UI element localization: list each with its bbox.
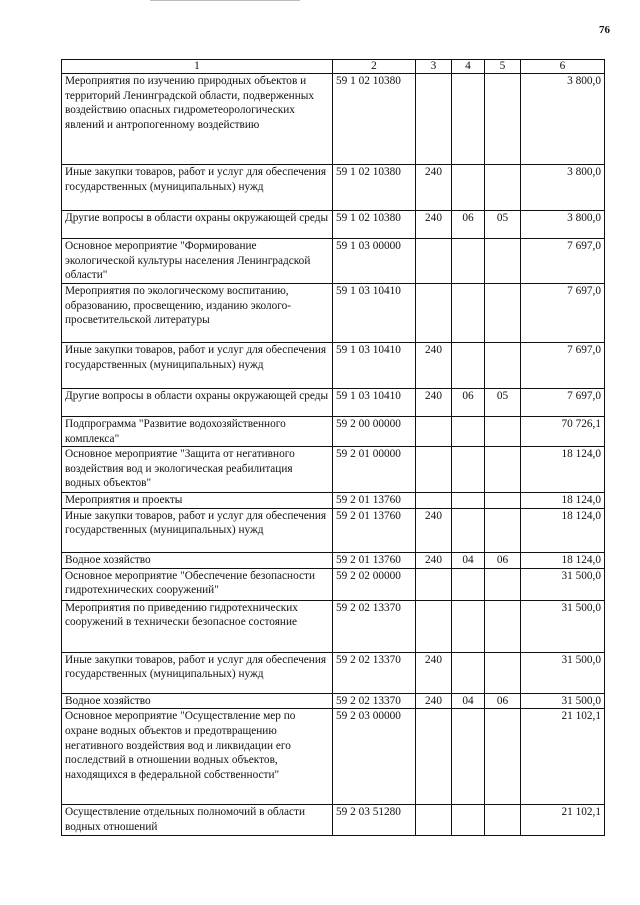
row-pr bbox=[485, 447, 521, 493]
row-rz: 06 bbox=[452, 389, 485, 417]
row-rz bbox=[452, 239, 485, 284]
row-vr: 240 bbox=[416, 389, 452, 417]
row-sum: 3 800,0 bbox=[521, 74, 605, 165]
row-name: Другие вопросы в области охраны окружающей среды bbox=[62, 389, 333, 417]
row-sum: 7 697,0 bbox=[521, 284, 605, 343]
row-name: Иные закупки товаров, работ и услуг для обеспечения государственных (муниципальных) нужд bbox=[62, 508, 333, 552]
table-row bbox=[62, 805, 605, 835]
table-row bbox=[62, 508, 605, 552]
row-vr bbox=[416, 447, 452, 493]
row-name: Иные закупки товаров, работ и услуг для обеспечения государственных (муниципальных) нужд bbox=[62, 652, 333, 693]
row-rz bbox=[452, 805, 485, 835]
table-row bbox=[62, 389, 605, 417]
row-pr bbox=[485, 165, 521, 211]
row-vr bbox=[416, 74, 452, 165]
row-code: 59 2 01 13760 bbox=[333, 508, 416, 552]
row-pr: 05 bbox=[485, 211, 521, 239]
row-sum: 18 124,0 bbox=[521, 447, 605, 493]
row-name: Другие вопросы в области охраны окружающей среды bbox=[62, 211, 333, 239]
row-code: 59 1 02 10380 bbox=[333, 211, 416, 239]
row-rz bbox=[452, 447, 485, 493]
page-number: 76 bbox=[599, 24, 610, 36]
row-code: 59 1 03 10410 bbox=[333, 343, 416, 389]
row-rz: 06 bbox=[452, 211, 485, 239]
row-pr bbox=[485, 417, 521, 447]
row-rz bbox=[452, 568, 485, 600]
row-pr bbox=[485, 600, 521, 652]
row-code: 59 1 02 10380 bbox=[333, 165, 416, 211]
row-name: Подпрограмма "Развитие водохозяйственного комплекса" bbox=[62, 417, 333, 447]
row-code: 59 2 03 00000 bbox=[333, 709, 416, 805]
row-rz bbox=[452, 343, 485, 389]
row-pr bbox=[485, 508, 521, 552]
row-rz bbox=[452, 74, 485, 165]
row-name: Мероприятия и проекты bbox=[62, 493, 333, 509]
row-name: Иные закупки товаров, работ и услуг для обеспечения государственных (муниципальных) нужд bbox=[62, 165, 333, 211]
row-pr: 05 bbox=[485, 389, 521, 417]
table-row bbox=[62, 239, 605, 284]
row-pr bbox=[485, 709, 521, 805]
row-pr bbox=[485, 805, 521, 835]
row-sum: 21 102,1 bbox=[521, 805, 605, 835]
row-vr bbox=[416, 709, 452, 805]
row-sum: 3 800,0 bbox=[521, 165, 605, 211]
table-row bbox=[62, 493, 605, 509]
row-sum: 7 697,0 bbox=[521, 343, 605, 389]
row-pr: 06 bbox=[485, 693, 521, 709]
row-code: 59 2 01 13760 bbox=[333, 552, 416, 568]
row-name: Основное мероприятие "Защита от негативного воздействия вод и экологическая реабилитация водных объектов" bbox=[62, 447, 333, 493]
row-vr bbox=[416, 568, 452, 600]
row-sum: 7 697,0 bbox=[521, 239, 605, 284]
row-sum: 31 500,0 bbox=[521, 568, 605, 600]
row-rz: 04 bbox=[452, 693, 485, 709]
row-vr: 240 bbox=[416, 165, 452, 211]
scan-edge-mark bbox=[150, 0, 300, 2]
row-sum: 3 800,0 bbox=[521, 211, 605, 239]
table-row bbox=[62, 693, 605, 709]
row-sum: 18 124,0 bbox=[521, 508, 605, 552]
table-row bbox=[62, 211, 605, 239]
row-code: 59 2 01 00000 bbox=[333, 447, 416, 493]
row-vr: 240 bbox=[416, 552, 452, 568]
row-name: Основное мероприятие "Осуществление мер по охране водных объектов и предотвращению негативного воздействия вод и ликвидации его последствий в отношении водных объектов, находящихся в федеральной собственности" bbox=[62, 709, 333, 805]
row-code: 59 1 02 10380 bbox=[333, 74, 416, 165]
header-col-2: 2 bbox=[333, 60, 416, 74]
row-vr bbox=[416, 493, 452, 509]
row-sum: 18 124,0 bbox=[521, 552, 605, 568]
row-code: 59 2 02 13370 bbox=[333, 600, 416, 652]
header-col-5: 5 bbox=[485, 60, 521, 74]
row-pr bbox=[485, 343, 521, 389]
row-sum: 31 500,0 bbox=[521, 693, 605, 709]
row-vr: 240 bbox=[416, 211, 452, 239]
row-vr bbox=[416, 284, 452, 343]
row-pr bbox=[485, 652, 521, 693]
row-name: Основное мероприятие "Обеспечение безопасности гидротехнических сооружений" bbox=[62, 568, 333, 600]
row-name: Осуществление отдельных полномочий в области водных отношений bbox=[62, 805, 333, 835]
row-code: 59 1 03 10410 bbox=[333, 284, 416, 343]
row-vr: 240 bbox=[416, 508, 452, 552]
header-col-3: 3 bbox=[416, 60, 452, 74]
row-pr bbox=[485, 568, 521, 600]
table-row bbox=[62, 343, 605, 389]
row-vr bbox=[416, 805, 452, 835]
row-code: 59 2 00 00000 bbox=[333, 417, 416, 447]
row-name: Водное хозяйство bbox=[62, 552, 333, 568]
row-sum: 70 726,1 bbox=[521, 417, 605, 447]
table-row bbox=[62, 552, 605, 568]
row-sum: 31 500,0 bbox=[521, 652, 605, 693]
row-vr: 240 bbox=[416, 343, 452, 389]
row-pr bbox=[485, 74, 521, 165]
row-rz bbox=[452, 709, 485, 805]
header-col-1: 1 bbox=[62, 60, 333, 74]
row-name: Иные закупки товаров, работ и услуг для обеспечения государственных (муниципальных) нужд bbox=[62, 343, 333, 389]
row-rz: 04 bbox=[452, 552, 485, 568]
row-rz bbox=[452, 652, 485, 693]
table-row bbox=[62, 284, 605, 343]
row-vr bbox=[416, 417, 452, 447]
row-rz bbox=[452, 508, 485, 552]
table-row bbox=[62, 600, 605, 652]
row-code: 59 2 02 13370 bbox=[333, 652, 416, 693]
row-rz bbox=[452, 600, 485, 652]
row-code: 59 2 01 13760 bbox=[333, 493, 416, 509]
row-code: 59 1 03 00000 bbox=[333, 239, 416, 284]
row-code: 59 2 02 00000 bbox=[333, 568, 416, 600]
row-rz bbox=[452, 165, 485, 211]
row-vr bbox=[416, 600, 452, 652]
row-rz bbox=[452, 417, 485, 447]
row-name: Мероприятия по изучению природных объектов и территорий Ленинградской области, подверженных воздействию опасных гидрометеорологических явлений и антропогенному воздействию bbox=[62, 74, 333, 165]
row-vr: 240 bbox=[416, 693, 452, 709]
table-row bbox=[62, 709, 605, 805]
header-col-6: 6 bbox=[521, 60, 605, 74]
row-code: 59 2 03 51280 bbox=[333, 805, 416, 835]
table-body bbox=[62, 74, 605, 836]
row-name: Мероприятия по экологическому воспитанию, образованию, просвещению, изданию эколого-просветительской литературы bbox=[62, 284, 333, 343]
row-rz bbox=[452, 284, 485, 343]
row-sum: 21 102,1 bbox=[521, 709, 605, 805]
table-row bbox=[62, 568, 605, 600]
table-row bbox=[62, 447, 605, 493]
row-name: Водное хозяйство bbox=[62, 693, 333, 709]
row-sum: 31 500,0 bbox=[521, 600, 605, 652]
row-pr: 06 bbox=[485, 552, 521, 568]
table-row bbox=[62, 165, 605, 211]
row-name: Мероприятия по приведению гидротехнических сооружений в технически безопасное состояние bbox=[62, 600, 333, 652]
row-name: Основное мероприятие "Формирование экологической культуры населения Ленинградской области" bbox=[62, 239, 333, 284]
header-row bbox=[62, 60, 605, 74]
row-vr bbox=[416, 239, 452, 284]
budget-table bbox=[61, 59, 605, 836]
row-code: 59 1 03 10410 bbox=[333, 389, 416, 417]
row-pr bbox=[485, 239, 521, 284]
header-col-4: 4 bbox=[452, 60, 485, 74]
row-sum: 18 124,0 bbox=[521, 493, 605, 509]
row-code: 59 2 02 13370 bbox=[333, 693, 416, 709]
table-row bbox=[62, 652, 605, 693]
row-sum: 7 697,0 bbox=[521, 389, 605, 417]
row-pr bbox=[485, 284, 521, 343]
table-row bbox=[62, 417, 605, 447]
table-row bbox=[62, 74, 605, 165]
row-rz bbox=[452, 493, 485, 509]
row-pr bbox=[485, 493, 521, 509]
row-vr: 240 bbox=[416, 652, 452, 693]
